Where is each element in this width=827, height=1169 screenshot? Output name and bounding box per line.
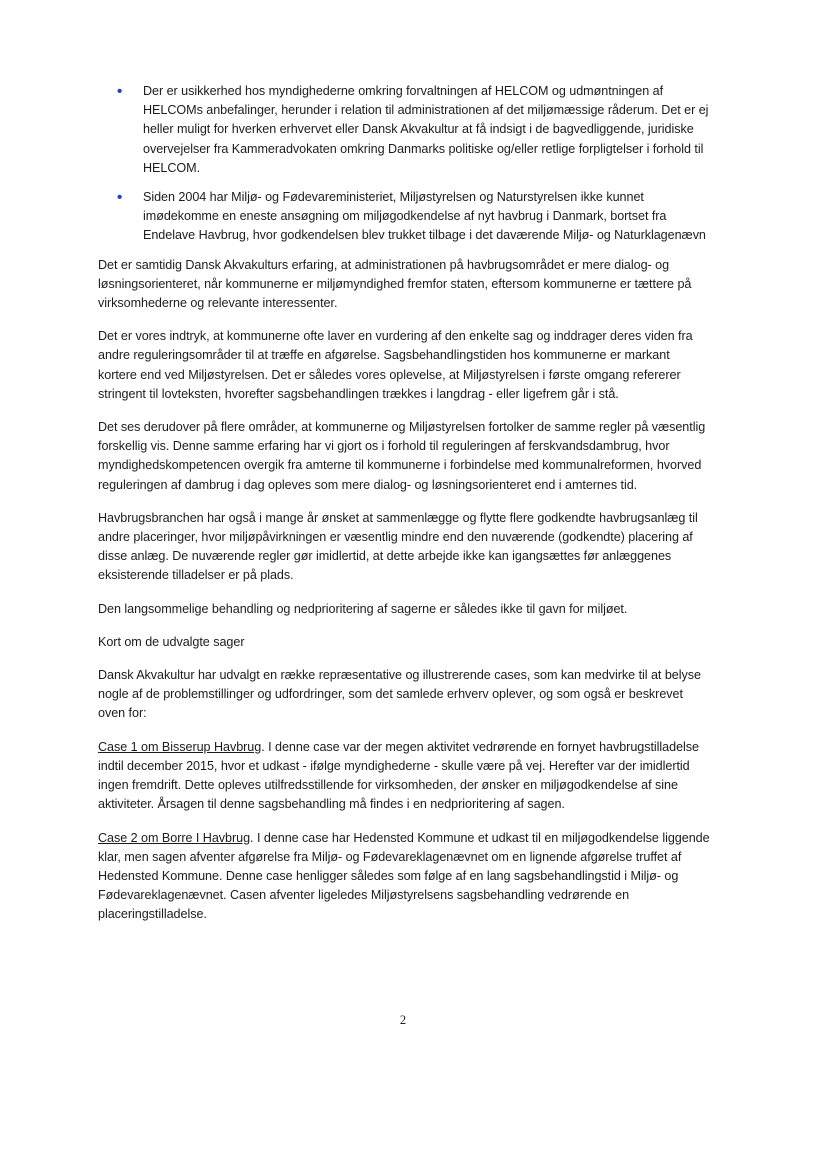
bullet-icon: • [117, 189, 123, 207]
bullet-list [98, 82, 710, 246]
paragraph: Den langsommelige behandling og nedprioritering af sagerne er således ikke til gavn for miljøet. [98, 601, 628, 616]
paragraph: Det er samtidig Dansk Akvakulturs erfaring, at administrationen på havbrugsområdet er mere dialog- og løsningsorienteret, når kommunerne er miljømyndighed fremfor staten, eftersom kommunerne er tættere på virksomhederne og relevante interessenter. [98, 257, 692, 311]
case-text: . I denne case var der megen aktivitet vedrørende en fornyet havbrugstilladelse indtil december 2015, hvor et udkast - ifølge myndighederne - skulle være på vej. Herefter var der imidlertid ingen fremdrift. Dette opleves utilfredsstillende for virksomheden, der ønsker en miljøgodkendelse af sine aktiviteter. Årsagen til denne sagsbehandling må findes i en nedprioritering af sagen. [98, 739, 699, 812]
case-title: Case 1 om Bisserup Havbrug [98, 739, 262, 754]
case-title: Case 2 om Borre I Havbrug [98, 830, 251, 845]
paragraph: Det ses derudover på flere områder, at kommunerne og Miljøstyrelsen fortolker de samme regler på væsentlig forskellig vis. Denne samme erfaring har vi gjort os i forhold til reguleringen af ferskvandsdambrug, hvor myndighedskompetencen overgik fra amterne til kommunerne i forbindelse med kommunalreformen, hvorved reguleringen af dambrug i dag opleves som mere dialog- og løsningsorienteret end i amternes tid. [98, 420, 706, 492]
list-item [117, 188, 710, 246]
bullet-text: Der er usikkerhed hos myndighederne omkring forvaltningen af HELCOM og udmøntningen af HELCOMs anbefalinger, herunder i relation til administrationen af det miljømæssige råderum. Det er ej heller muligt for hverken erhvervet eller Dansk Akvakultur at få indsigt i de bagvedliggende, juridiske overvejelser fra Kammeradvokaten omkring Danmarks politiske og/eller retlige forpligtelser i forhold til HELCOM. [143, 84, 709, 175]
case-paragraph [98, 829, 710, 925]
case-text: . I denne case har Hedensted Kommune et udkast til en miljøgodkendelse liggende klar, men sagen afventer afgørelse fra Miljø- og Fødevareklagenævnet om en lignende afgørelse truffet af Hedensted Kommune. Denne case henligger således som følge af en lang sagsbehandlingstid i Miljø- og Fødevareklagenævnet. Casen afventer ligeledes Miljøstyrelsens sagsbehandling vedrørende en placeringstilladelse. [98, 830, 710, 922]
document-body [98, 82, 710, 939]
bullet-icon: • [117, 83, 123, 100]
list-item [117, 82, 710, 178]
page-number: 2 [399, 1013, 407, 1027]
paragraph: Havbrugsbranchen har også i mange år ønsket at sammenlægge og flytte flere godkendte havbrugsanlæg til andre placeringer, hvor miljøpåvirkningen er væsentlig mindre end den nuværende (godkendte) placering af disse anlæg. De nuværende regler gør imidlertid, at dette arbejde ikke kan igangsættes før anlæggenes eksisterende tilladelser er på plads. [98, 510, 698, 583]
bullet-text: Siden 2004 har Miljø- og Fødevareministeriet, Miljøstyrelsen og Naturstyrelsen ikke kunnet imødekomme en eneste ansøgning om miljøgodkendelse af nyt havbrug i Danmark, bortset fra Endelave Havbrug, hvor godkendelsen blev trukket tilbage i det daværende Miljø- og Naturklagenævn [143, 190, 706, 243]
case-paragraph [98, 738, 710, 815]
paragraph: Det er vores indtryk, at kommunerne ofte laver en vurdering af den enkelte sag og inddrager deres viden fra andre reguleringsområder til at træffe en afgørelse. Sagsbehandlingstiden hos kommunerne er markant kortere end ved Miljøstyrelsen. Det er således vores oplevelse, at Miljøstyrelsen i første omgang refererer stringent til lovteksten, hvorefter sagsbehandlingen trækkes i langdrag - eller ligefrem går i stå. [98, 329, 693, 401]
section-heading: Kort om de udvalgte sager [98, 634, 245, 649]
intro-paragraph: Dansk Akvakultur har udvalgt en række repræsentative og illustrerende cases, som kan medvirke til at belyse nogle af de problemstillinger og udfordringer, som det samlede erhverv oplever, og som også er beskrevet oven for: [98, 668, 701, 721]
